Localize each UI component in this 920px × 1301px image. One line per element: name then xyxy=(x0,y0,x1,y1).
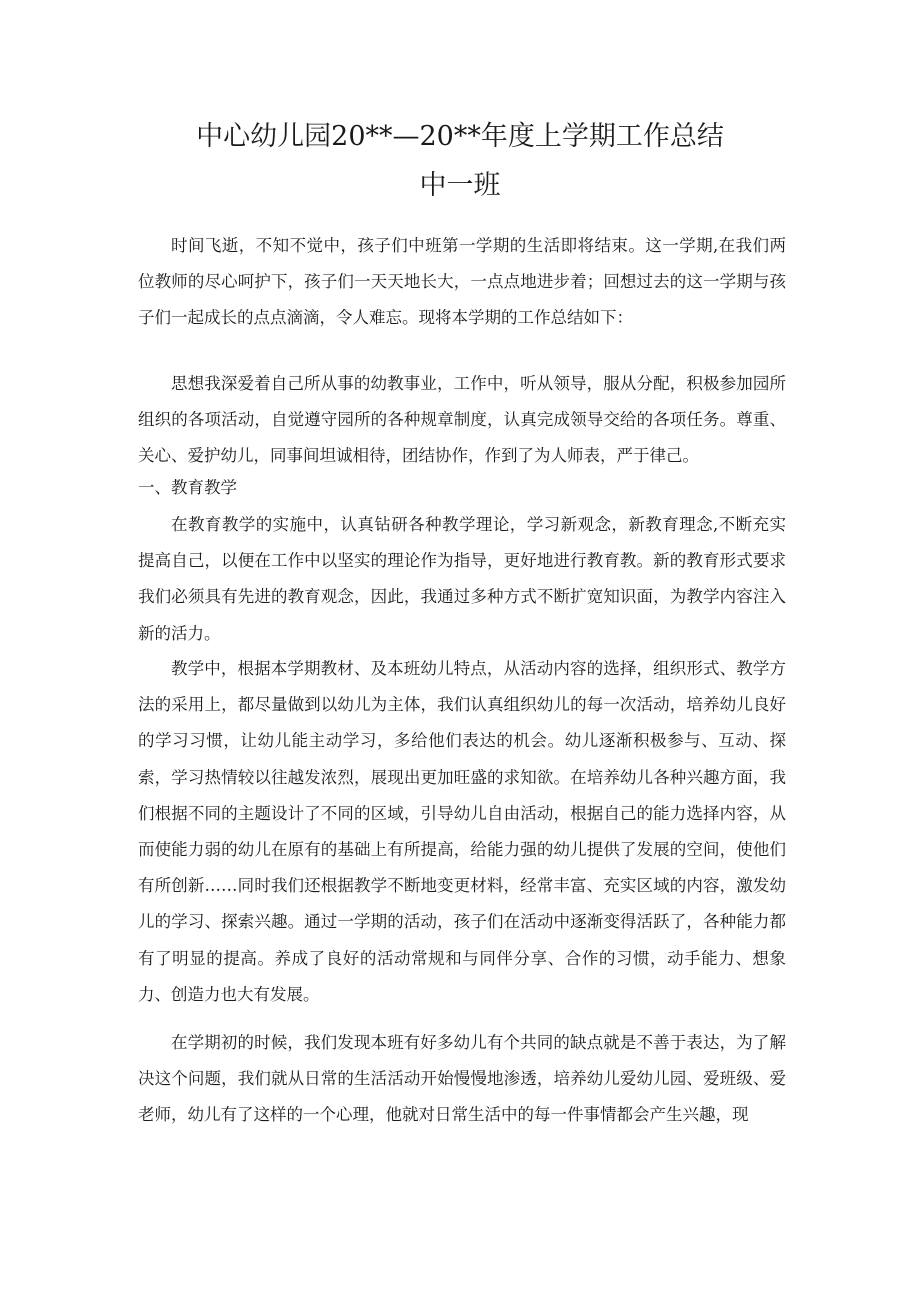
document-title: 中心幼儿园20**—20**年度上学期工作总结 xyxy=(196,121,724,152)
document-subtitle: 中一班 xyxy=(419,170,501,201)
education-paragraph-3: 在学期初的时候，我们发现本班有好多幼儿有个共同的缺点就是不善于表达，为了解决这个问题，我们就从日常的生活活动开始慢慢地渗透，培养幼儿爱幼儿园、爱班级、爱老师，幼儿有了这样的一个心理，他就对日常生活中的每一件事情都会产生兴趣，现 xyxy=(138,1033,786,1125)
section-heading-education: 一、教育教学 xyxy=(138,478,237,497)
education-paragraph-2: 教学中，根据本学期教材、及本班幼儿特点，从活动内容的选择，组织形式、教学方法的采用上，都尽量做到以幼儿为主体，我们认真组织幼儿的每一次活动，培养幼儿良好的学习习惯，让幼儿能主动学习，多给他们表达的机会。幼儿逐渐积极参与、互动、探索，学习热情较以往越发浓烈，展现出更加旺盛的求知欲。在培养幼儿各种兴趣方面，我们根据不同的主题设计了不同的区域，引导幼儿自由活动，根据自己的能力选择内容，从而使能力弱的幼儿在原有的基础上有所提高，给能力强的幼儿提供了发展的空间，使他们有所创新……同时我们还根据教学不断地变更材料，经常丰富、充实区域的内容，激发幼儿的学习、探索兴趣。通过一学期的活动，孩子们在活动中逐渐变得活跃了，各种能力都有了明显的提高。养成了良好的活动常规和与同伴分享、合作的习惯，动手能力、想象力、创造力也大有发展。 xyxy=(138,659,786,1004)
intro-paragraph: 时间飞逝，不知不觉中，孩子们中班第一学期的生活即将结束。这一学期,在我们两位教师的尽心呵护下，孩子们一天天地长大，一点点地进步着；回想过去的这一学期与孩子们一起成长的点点滴滴，令人难忘。现将本学期的工作总结如下： xyxy=(138,236,786,328)
thought-paragraph: 思想我深爱着自己所从事的幼教事业，工作中，听从领导，服从分配，积极参加园所组织的各项活动，自觉遵守园所的各种规章制度，认真完成领导交给的各项任务。尊重、关心、爱护幼儿，同事间坦诚相待，团结协作，作到了为人师表，严于律己。 xyxy=(138,374,786,466)
education-paragraph-1: 在教育教学的实施中，认真钻研各种教学理论，学习新观念，新教育理念,不断充实提高自己，以便在工作中以坚实的理论作为指导，更好地进行教育教。新的教育形式要求我们必须具有先进的教育观念，因此，我通过多种方式不断扩宽知识面，为教学内容注入新的活力。 xyxy=(138,515,786,643)
